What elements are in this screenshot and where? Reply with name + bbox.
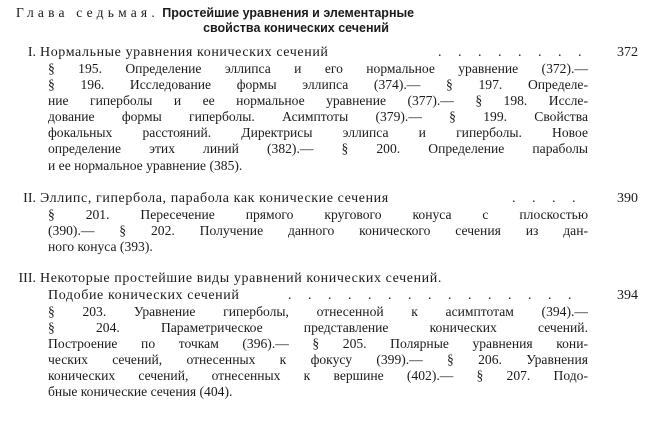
leader-dots: . . . . . . . . . . . . . . . — [288, 288, 578, 303]
section-title: Эллипс, гипербола, парабола как конические сечения — [40, 191, 389, 206]
chapter-title-line1: Простейшие уравнения и элементарные — [162, 6, 415, 20]
contents-line: бные конические сечения (404). — [48, 384, 233, 400]
contents-line: дование формы гиперболы. Асимптоты (379).— § 199. Свойства — [48, 109, 588, 125]
contents-line: ние гиперболы и ее нормальное уравнение (377).— § 198. Иссле- — [48, 93, 588, 109]
toc-section-heading — [0, 44, 646, 61]
leader-dots: . . . . . . . . — [438, 45, 588, 60]
toc-section-2 — [0, 190, 646, 255]
contents-line: Построение по точкам (396).— § 205. Полярные уравнения кони- — [48, 336, 588, 352]
chapter-title-line2: свойства конических сечений — [203, 21, 389, 35]
section-number: I. — [27, 45, 36, 60]
contents-line: определение этих линий (382).— § 200. Определение параболы — [48, 141, 588, 157]
chapter-heading — [16, 5, 616, 36]
contents-line: § 201. Пересечение прямого кругового конуса с плоскостью — [48, 207, 588, 222]
page-number: 394 — [617, 288, 638, 303]
contents-line: § 196. Исследование формы эллипса (374).— § 197. Определе- — [48, 77, 588, 93]
toc-section-heading — [0, 270, 646, 287]
contents-line: ного конуса (393). — [48, 239, 153, 255]
toc-section-heading — [0, 190, 646, 207]
section-contents — [48, 61, 588, 174]
section-title: Некоторые простейшие виды уравнений конических сечений. — [40, 271, 442, 286]
section-number: III. — [18, 271, 36, 286]
section-number: II. — [23, 191, 36, 206]
page-number: 372 — [617, 45, 638, 60]
leader-dots: . . . . — [512, 191, 582, 206]
section-title-line2: Подобие конических сечений — [48, 288, 240, 303]
contents-line: фокальных расстояний. Директрисы эллипса и гиперболы. Новое — [48, 125, 588, 141]
chapter-label: Глава седьмая. — [16, 5, 159, 20]
contents-line: и ее нормальное уравнение (385). — [48, 157, 243, 173]
contents-line: конических сечений, отнесенных к вершине (402).— § 207. Подо- — [48, 368, 588, 384]
section-contents — [48, 207, 588, 255]
section-contents — [48, 304, 588, 401]
section-title: Нормальные уравнения конических сечений — [40, 45, 329, 60]
toc-section-1 — [0, 44, 646, 174]
contents-line: ческих сечений, отнесенных к фокусу (399).— § 206. Уравнения — [48, 352, 588, 368]
contents-line: § 203. Уравнение гиперболы, отнесенной к асимптотам (394).— — [48, 304, 588, 319]
contents-line: § 195. Определение эллипса и его нормальное уравнение (372).— — [48, 61, 588, 76]
contents-line: (390).— § 202. Получение данного конического сечения из дан- — [48, 223, 588, 239]
contents-line: § 204. Параметрическое представление конических сечений. — [48, 320, 588, 336]
toc-section-heading-line2 — [0, 287, 646, 304]
toc-section-3 — [0, 270, 646, 401]
page-number: 390 — [617, 191, 638, 206]
